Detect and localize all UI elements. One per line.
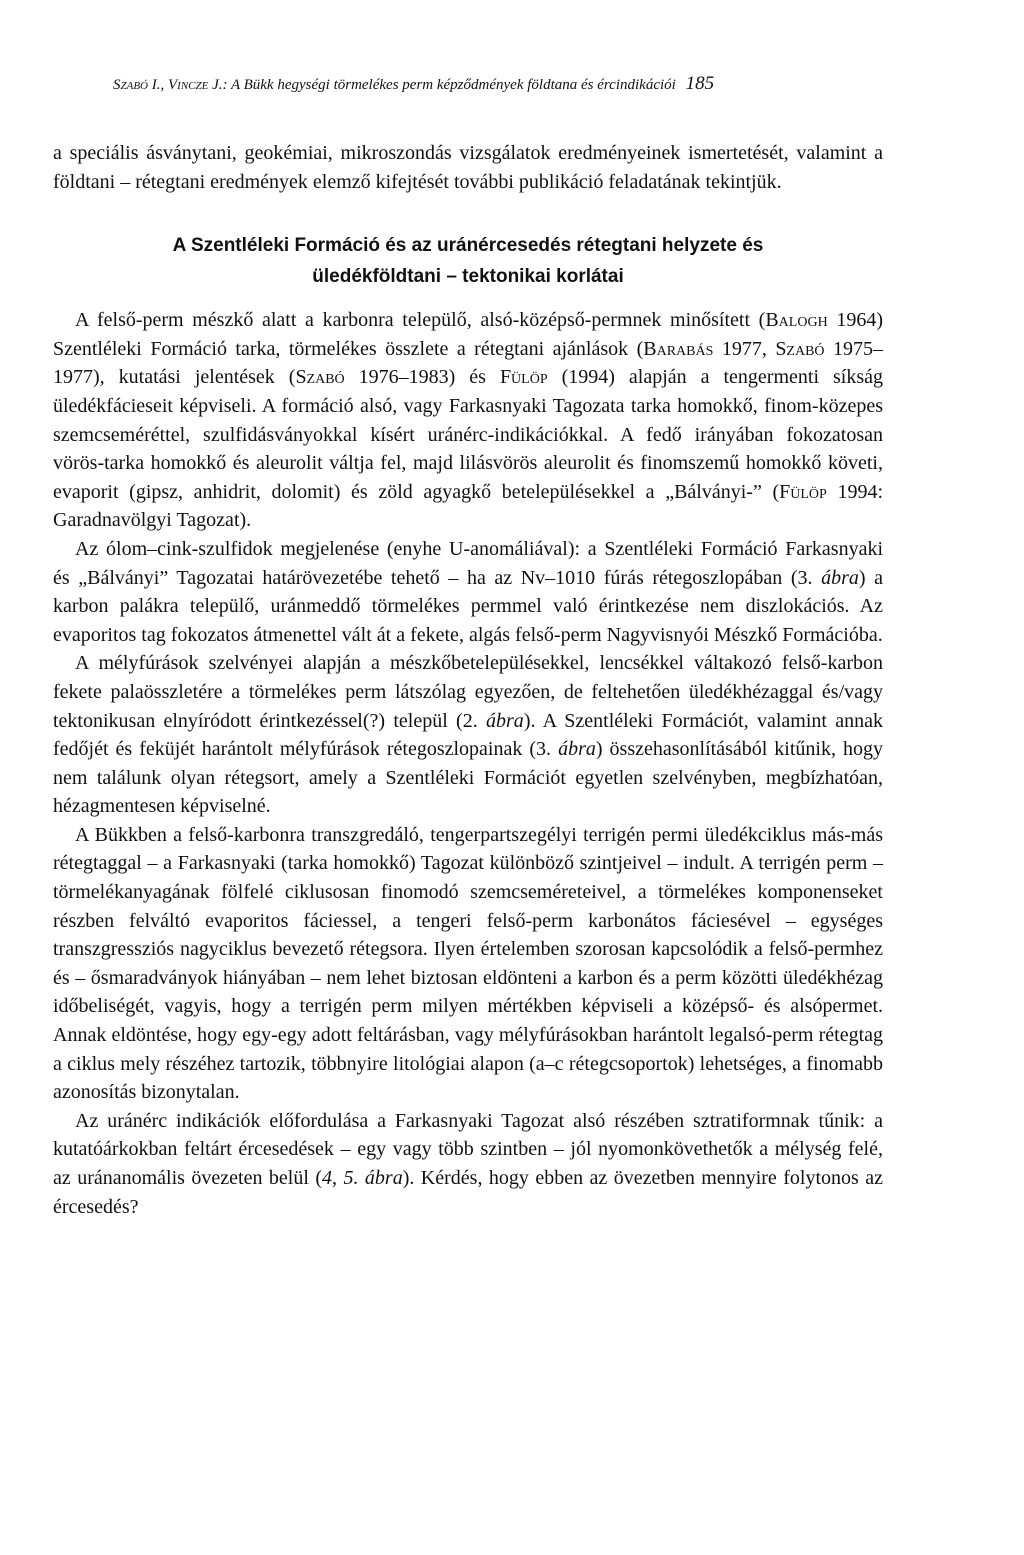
text: 1964) Szentléleki Formáció tarka, törmelékes összlete a rétegtani ajánlások (: [53, 309, 883, 360]
running-head: [113, 72, 883, 97]
section-heading-line-1: A Szentléleki Formáció és az uránércesedés rétegtani helyzete és: [172, 235, 764, 257]
paragraph-sulfides: [53, 535, 883, 649]
text: A mélyfúrások szelvényei alapján a mészkőbetelepülésekkel, lencsékkel váltakozó felső-karbon fekete palaösszletére a törmelékes perm látszólag egyezően, de feltehetően üledékhézaggal és/vagy tektonikusan elnyíródott érintkezéssel(?) települ (2.: [53, 652, 883, 732]
paragraph-boreholes: [53, 649, 883, 821]
citation-author: Fülöp: [499, 366, 548, 389]
text: 1976–1983) és: [344, 366, 500, 389]
text: ). Kérdés, hogy ebben az övezetben mennyire folytonos az ércesedés?: [53, 1167, 883, 1218]
text: A felső-perm mészkő alatt a karbonra települő, alsó-középső-permnek minősített (: [75, 309, 766, 332]
text: ) a karbon palákra települő, uránmeddő törmelékes permmel való érintkezése nem diszlokációs. Az evaporitos tag fokozatos átmenettel vált át a fekete, algás felső-perm Nagyvisnyói Mészkő Formációba.: [53, 566, 883, 646]
citation-author: Barabás: [643, 337, 714, 360]
figure-reference: ábra: [558, 738, 596, 761]
running-head-authors: Szabó I., Vincze J.:: [113, 77, 228, 93]
page-number: 185: [685, 73, 715, 94]
citation-author: Szabó: [775, 337, 825, 360]
paragraph-cycle: A Bükkben a felső-karbonra transzgredáló, tengerpartszegélyi terrigén permi üledékciklus más-más rétegtaggal – a Farkasnyaki (tarka homokkő) Tagozat különböző szintjeivel – indult. A terrigén perm – törmelékanyagának fölfelé ciklusosan finomodó szemcseméreteivel, a törmelékes komponenseket részben felváltó evaporitos fáciessel, a tengeri felső-perm karbonátos fáciesével – egységes transzgressziós nagyciklus bevezető rétegsora. Ilyen értelemben szorosan kapcsolódik a felső-permhez és – ősmaradványok hiányában – nem lehet biztosan eldönteni a karbon és a perm közötti üledékhézag időbeliségét, vagyis, hogy a terrigén perm milyen mértékben képviseli a középső- és alsópermet. Annak eldöntése, hogy egy-egy adott feltárásban, vagy mélyfúrásokban harántolt legalsó-perm rétegtag a ciklus mely részéhez tartozik, többnyire litológiai alapon (a–c rétegcsoportok) lehetséges, a finomabb azonosítás bizonytalan.: [53, 823, 883, 1104]
text: (1994) alapján a tengermenti síkság üledékfácieseit képviseli. A formáció alsó, vagy Farkasnyaki Tagozata tarka homokkő, finom-közepes szemcseméréttel, szulfidásványokkal kísért uránérc-indikációkkal. A fedő irányában fokozatosan vörös-tarka homokkő és aleurolit váltja fel, majd lilásvörös aleurolit és finomszemű homokkő követi, evaporit (gipsz, anhidrit, dolomit) és zöld agyagkő betelepülésekkel a „Bálványi-” (: [53, 366, 883, 503]
text: ) összehasonlításából kitűnik, hogy nem találunk olyan rétegsort, amely a Szentléleki Formációt egyetlen szelvényben, megbízhatóan, hézagmentesen képviselné.: [53, 738, 883, 818]
citation-author: Szabó: [295, 366, 345, 389]
paragraph-uranium: [53, 1107, 883, 1221]
citation-author: Fülöp: [779, 480, 827, 503]
citation-author: Balogh: [765, 309, 828, 332]
text: 1994: Garadnavölgyi Tagozat).: [53, 480, 884, 532]
figure-reference: 4, 5. ábra: [322, 1167, 403, 1189]
running-head-title: A Bükk hegységi törmelékes perm képződmények földtana és ércindikációi: [230, 77, 676, 93]
text: ). A Szentléleki Formációt, valamint annak fedőjét és feküjét harántolt mélyfúrások rétegoszlopainak (3.: [53, 709, 883, 761]
text: 1977,: [713, 337, 776, 360]
text: Az uránérc indikációk előfordulása a Farkasnyaki Tagozat alsó részében sztratiformnak tűnik: a kutatóárkokban feltárt ércesedések – egy vagy több szintben – jól nyomonkövethetők a mélység felé, az uránanomális övezeten belül (: [53, 1109, 883, 1189]
page: [53, 72, 883, 1221]
section-heading-line-2: üledékföldtani – tektonikai korlátai: [312, 266, 624, 288]
text: Az ólom–cink-szulfidok megjelenése (enyhe U-anomáliával): a Szentléleki Formáció Farkasnyaki és „Bálványi” Tagozatai határövezetébe tehető – ha az Nv–1010 fúrás rétegoszlopában (3.: [53, 537, 883, 589]
text: 1975–1977), kutatási jelentések (: [53, 337, 884, 389]
section-heading: [53, 230, 883, 292]
paragraph-formation: [53, 306, 883, 535]
figure-reference: ábra: [486, 709, 524, 732]
figure-reference: ábra: [821, 566, 859, 589]
intro-paragraph: a speciális ásványtani, geokémiai, mikroszondás vizsgálatok eredményeinek ismertetését, valamint a földtani – rétegtani eredmények elemző kifejtését további publikáció feladatának tekintjük.: [53, 142, 883, 193]
